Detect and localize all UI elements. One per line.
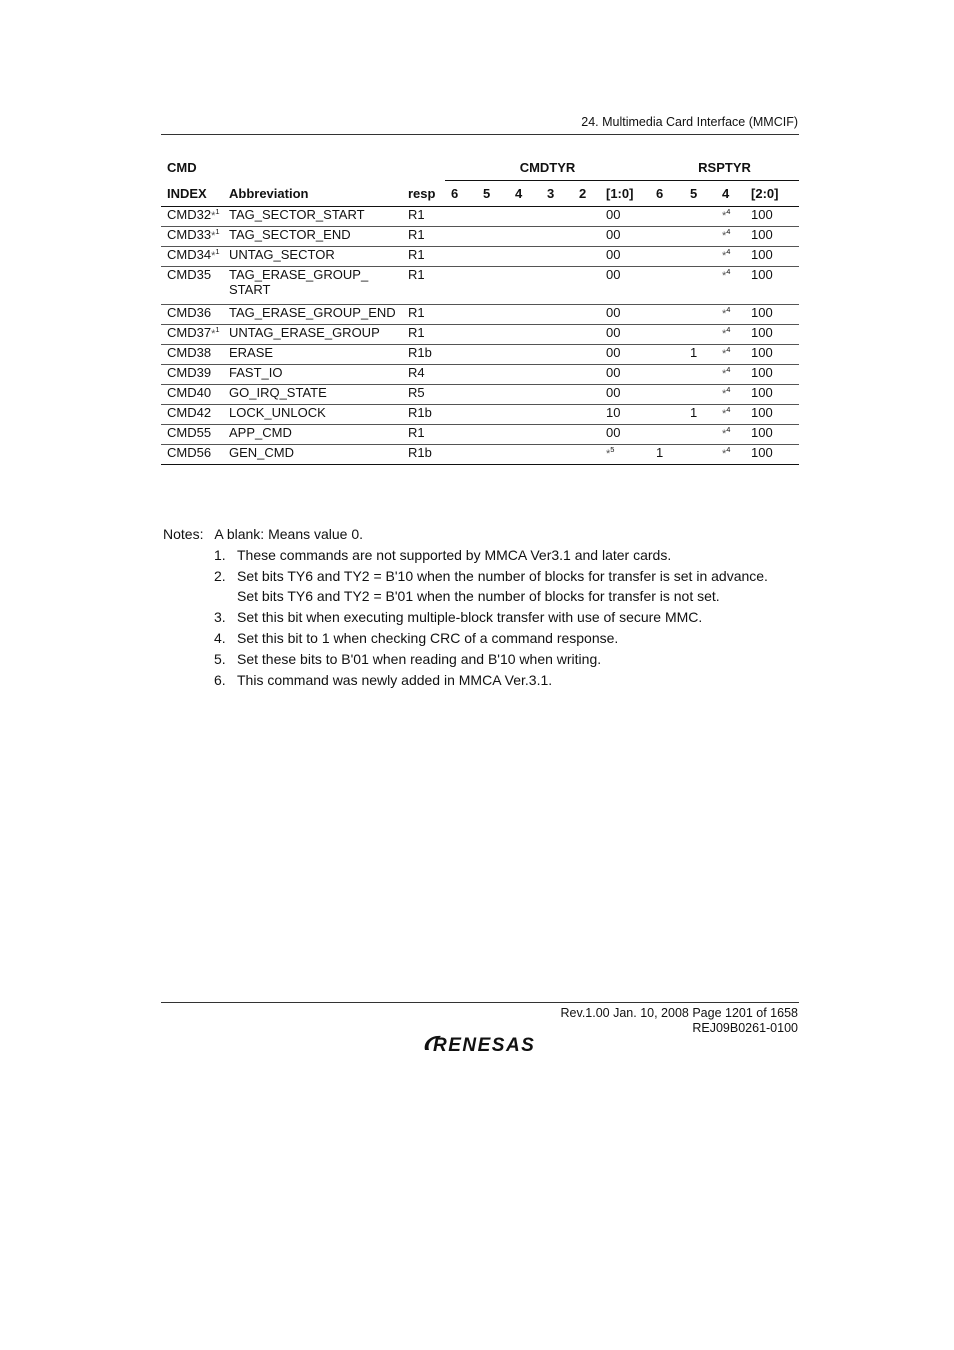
table-cell: [509, 405, 541, 425]
table-cell: [573, 207, 600, 227]
table-cell: [716, 227, 745, 247]
table-cell: 00: [600, 345, 650, 365]
table-cell: [716, 405, 745, 425]
table-cell: [541, 365, 573, 385]
footnote-marker: *: [722, 308, 727, 320]
table-cell: 100: [745, 425, 799, 445]
table-cell: ERASE: [223, 345, 402, 365]
note-number: 2.: [214, 568, 226, 584]
table-cell: [445, 385, 477, 405]
table-cell: [684, 267, 716, 305]
table-cell: [716, 425, 745, 445]
note-number: 1.: [214, 547, 226, 563]
footnote-marker: *: [211, 328, 216, 340]
table-row: [161, 365, 799, 385]
table-cell: TAG_ERASE_GROUP_END: [223, 305, 402, 325]
column-header: resp: [402, 181, 445, 207]
footnote-marker: *: [722, 368, 727, 380]
table-cell: 00: [600, 385, 650, 405]
footnote-ref: 4: [726, 425, 731, 434]
footnote-ref: 4: [726, 345, 731, 354]
table-cell: [573, 365, 600, 385]
table-cell: 1: [684, 405, 716, 425]
notes-label: Notes:: [163, 526, 204, 542]
table-cell: 1: [650, 445, 684, 465]
table-cell: CMD55: [161, 425, 223, 445]
footnote-ref: 4: [726, 365, 731, 374]
table-cell: 00: [600, 325, 650, 345]
table-cell: R1b: [402, 445, 445, 465]
column-header: 6: [445, 181, 477, 207]
footnote-ref: 4: [726, 385, 731, 394]
column-header: Abbreviation: [223, 181, 402, 207]
footnote-marker: *: [722, 210, 727, 222]
footnote-marker: *: [722, 348, 727, 360]
table-cell: R1b: [402, 405, 445, 425]
footnote-marker: *: [722, 250, 727, 262]
footnote-ref: 1: [215, 325, 220, 334]
table-row: [161, 247, 799, 267]
table-cell: [650, 405, 684, 425]
table-cell: [716, 207, 745, 227]
note-item: [214, 566, 768, 606]
table-cell: [509, 385, 541, 405]
table-cell: [684, 365, 716, 385]
table-cell: [445, 247, 477, 267]
column-header: [1:0]: [600, 181, 650, 207]
table-cell: [509, 445, 541, 465]
note-text: Set this bit to 1 when checking CRC of a command response.: [237, 630, 619, 646]
table-row: [161, 207, 799, 227]
table-cell: CMD34*$^1$: [161, 247, 223, 267]
table-cell: [477, 345, 509, 365]
table-cell: [541, 227, 573, 247]
table-cell: R1: [402, 227, 445, 247]
column-header: 4: [716, 181, 745, 207]
table-row: [161, 385, 799, 405]
footnote-marker: *: [722, 408, 727, 420]
table-row: [161, 445, 799, 465]
note-number: 5.: [214, 651, 226, 667]
table-cell: R1: [402, 267, 445, 305]
page-footer: [561, 1006, 798, 1036]
table-cell: [477, 405, 509, 425]
table-cell: TAG_ERASE_GROUP_ START: [223, 267, 402, 305]
footnote-marker: *: [606, 448, 611, 460]
table-cell: [509, 325, 541, 345]
footnote-marker: *: [722, 388, 727, 400]
table-cell: R4: [402, 365, 445, 385]
table-row: [161, 325, 799, 345]
table-cell: [684, 445, 716, 465]
table-cell: [509, 247, 541, 267]
note-item: [214, 628, 768, 648]
table-cell: [445, 405, 477, 425]
footnote-marker: *: [211, 230, 216, 242]
table-cell: CMD36: [161, 305, 223, 325]
table-cell: 100: [745, 445, 799, 465]
note-text: Set bits TY6 and TY2 = B'01 when the number of blocks for transfer is not set.: [237, 588, 720, 604]
column-header: 2: [573, 181, 600, 207]
footnote-ref: 4: [726, 227, 731, 236]
header-rule: [161, 134, 799, 135]
footnote-marker: *: [722, 328, 727, 340]
note-item: [214, 670, 768, 690]
table-cell: [509, 345, 541, 365]
note-item: [214, 649, 768, 669]
footnote-ref: 4: [726, 247, 731, 256]
column-header: [2:0]: [745, 181, 799, 207]
cmd-group-header: CMD: [167, 159, 197, 175]
note-item: [214, 607, 768, 627]
table-cell: [477, 325, 509, 345]
table-cell: [573, 405, 600, 425]
table-cell: [573, 425, 600, 445]
table-cell: [541, 405, 573, 425]
cmdtyr-group-header: CMDTYR: [445, 154, 650, 181]
footnote-ref: 4: [726, 445, 731, 454]
table-cell: 00: [600, 207, 650, 227]
table-cell: [445, 365, 477, 385]
table-cell: [509, 207, 541, 227]
table-cell: [573, 305, 600, 325]
table-cell: GO_IRQ_STATE: [223, 385, 402, 405]
note-text: These commands are not supported by MMCA Ver3.1 and later cards.: [237, 547, 672, 563]
table-cell: [573, 385, 600, 405]
table-row: [161, 267, 799, 305]
table-cell: [573, 247, 600, 267]
table-cell: 1: [684, 345, 716, 365]
table-row: [161, 425, 799, 445]
svg-text:RENESAS: RENESAS: [433, 1035, 536, 1054]
table-row: [161, 305, 799, 325]
table-cell: CMD32*$^1$: [161, 207, 223, 227]
footnote-ref: 4: [726, 325, 731, 334]
footnote-ref: 1: [215, 207, 220, 216]
table-cell: [445, 227, 477, 247]
table-cell: [684, 227, 716, 247]
table-cell: TAG_SECTOR_END: [223, 227, 402, 247]
footnote-ref: 4: [726, 267, 731, 276]
table-cell: [445, 445, 477, 465]
table-cell: [541, 325, 573, 345]
note-item: [214, 545, 768, 565]
table-cell: [650, 385, 684, 405]
table-cell: [650, 425, 684, 445]
table-cell: [509, 425, 541, 445]
table-cell: [477, 425, 509, 445]
table-cell: [477, 305, 509, 325]
table-cell: CMD56: [161, 445, 223, 465]
note-text: Set bits TY6 and TY2 = B'10 when the number of blocks for transfer is set in advance.: [237, 568, 768, 584]
table-cell: [477, 365, 509, 385]
footnote-marker: *: [211, 210, 216, 222]
table-cell: [716, 385, 745, 405]
table-cell: CMD35: [161, 267, 223, 305]
footnote-marker: *: [722, 448, 727, 460]
revision-line: Rev.1.00 Jan. 10, 2008 Page 1201 of 1658: [560, 1006, 798, 1020]
table-cell: [650, 365, 684, 385]
table-cell: 00: [600, 365, 650, 385]
footnote-marker: *: [211, 250, 216, 262]
table-cell: [650, 325, 684, 345]
table-cell: [684, 425, 716, 445]
table-cell: R1b: [402, 345, 445, 365]
note-text: This command was newly added in MMCA Ver.3.1.: [237, 672, 553, 688]
table-cell: 00: [600, 267, 650, 305]
table-cell: [573, 445, 600, 465]
table-cell: [573, 325, 600, 345]
table-cell: CMD33*$^1$: [161, 227, 223, 247]
rsptyr-group-header: RSPTYR: [650, 154, 799, 181]
table-cell: [509, 267, 541, 305]
table-row: [161, 227, 799, 247]
footnote-ref: 1: [215, 227, 220, 236]
table-cell: [477, 385, 509, 405]
footnote-marker: *: [722, 230, 727, 242]
table-cell: 100: [745, 405, 799, 425]
table-cell: 00: [600, 227, 650, 247]
note-text: Set these bits to B'01 when reading and B'10 when writing.: [237, 651, 602, 667]
table-cell: [541, 305, 573, 325]
table-cell: [541, 267, 573, 305]
table-cell: [509, 365, 541, 385]
footnote-ref: 4: [726, 207, 731, 216]
table-cell: [600, 445, 650, 465]
table-cell: 100: [745, 305, 799, 325]
table-cell: CMD39: [161, 365, 223, 385]
table-cell: [477, 247, 509, 267]
document-code: REJ09B0261-0100: [692, 1021, 798, 1035]
table-cell: CMD40: [161, 385, 223, 405]
table-cell: 10: [600, 405, 650, 425]
table-cell: 00: [600, 247, 650, 267]
column-header: 4: [509, 181, 541, 207]
table-cell: APP_CMD: [223, 425, 402, 445]
table-cell: R1: [402, 425, 445, 445]
table-cell: [716, 325, 745, 345]
table-cell: TAG_SECTOR_START: [223, 207, 402, 227]
table-cell: [541, 345, 573, 365]
table-cell: 100: [745, 267, 799, 305]
table-cell: 00: [600, 425, 650, 445]
table-cell: [477, 207, 509, 227]
footnote-marker: *: [722, 270, 727, 282]
footnote-ref: 5: [610, 445, 615, 454]
column-header: 3: [541, 181, 573, 207]
table-cell: [684, 385, 716, 405]
table-cell: [445, 207, 477, 227]
table-cell: UNTAG_SECTOR: [223, 247, 402, 267]
table-row: [161, 345, 799, 365]
table-cell: [684, 325, 716, 345]
table-cell: [477, 445, 509, 465]
table-cell: 100: [745, 365, 799, 385]
table-cell: UNTAG_ERASE_GROUP: [223, 325, 402, 345]
table-cell: [650, 305, 684, 325]
footnote-ref: 4: [726, 305, 731, 314]
table-cell: [716, 267, 745, 305]
table-cell: 00: [600, 305, 650, 325]
table-cell: [541, 207, 573, 227]
footer-rule: [161, 1002, 799, 1003]
table-cell: 100: [745, 207, 799, 227]
table-cell: [541, 445, 573, 465]
footnote-ref: 4: [726, 405, 731, 414]
table-cell: [509, 227, 541, 247]
table-cell: [445, 425, 477, 445]
table-cell: [716, 445, 745, 465]
table-row: [161, 405, 799, 425]
table-cell: [684, 247, 716, 267]
table-cell: CMD37*$^1$: [161, 325, 223, 345]
table-cell: R5: [402, 385, 445, 405]
note-number: 4.: [214, 630, 226, 646]
table-cell: [477, 227, 509, 247]
table-cell: [573, 227, 600, 247]
table-cell: 100: [745, 345, 799, 365]
table-cell: R1: [402, 325, 445, 345]
table-cell: [573, 267, 600, 305]
table-cell: 100: [745, 385, 799, 405]
table-cell: R1: [402, 207, 445, 227]
table-cell: FAST_IO: [223, 365, 402, 385]
table-cell: [445, 267, 477, 305]
table-cell: [716, 305, 745, 325]
table-cell: 100: [745, 325, 799, 345]
table-cell: CMD38: [161, 345, 223, 365]
column-header: 6: [650, 181, 684, 207]
table-cell: [716, 247, 745, 267]
note-number: 3.: [214, 609, 226, 625]
note-text: Set this bit when executing multiple-block transfer with use of secure MMC.: [237, 609, 703, 625]
table-cell: CMD42: [161, 405, 223, 425]
table-cell: [716, 345, 745, 365]
notes-section: [163, 524, 768, 690]
table-cell: R1: [402, 247, 445, 267]
table-cell: [650, 345, 684, 365]
renesas-logo: [423, 1032, 541, 1059]
table-cell: [541, 385, 573, 405]
column-header: 5: [684, 181, 716, 207]
table-cell: [541, 425, 573, 445]
table-cell: [650, 207, 684, 227]
running-header: 24. Multimedia Card Interface (MMCIF): [581, 115, 798, 129]
table-cell: 100: [745, 227, 799, 247]
table-cell: [541, 247, 573, 267]
note-number: 6.: [214, 672, 226, 688]
table-cell: [445, 325, 477, 345]
table-cell: [509, 305, 541, 325]
command-table: [161, 154, 799, 465]
notes-lead: A blank: Means value 0.: [214, 526, 364, 542]
table-cell: GEN_CMD: [223, 445, 402, 465]
table-cell: [650, 267, 684, 305]
footnote-marker: *: [722, 428, 727, 440]
table-cell: [445, 305, 477, 325]
table-cell: [650, 227, 684, 247]
table-cell: 100: [745, 247, 799, 267]
table-cell: [477, 267, 509, 305]
column-header: 5: [477, 181, 509, 207]
table-cell: [573, 345, 600, 365]
table-cell: R1: [402, 305, 445, 325]
table-cell: [716, 365, 745, 385]
table-cell: [684, 305, 716, 325]
footnote-ref: 1: [215, 247, 220, 256]
table-cell: [650, 247, 684, 267]
table-cell: [445, 345, 477, 365]
table-cell: [684, 207, 716, 227]
table-cell: LOCK_UNLOCK: [223, 405, 402, 425]
column-header: INDEX: [161, 181, 223, 207]
